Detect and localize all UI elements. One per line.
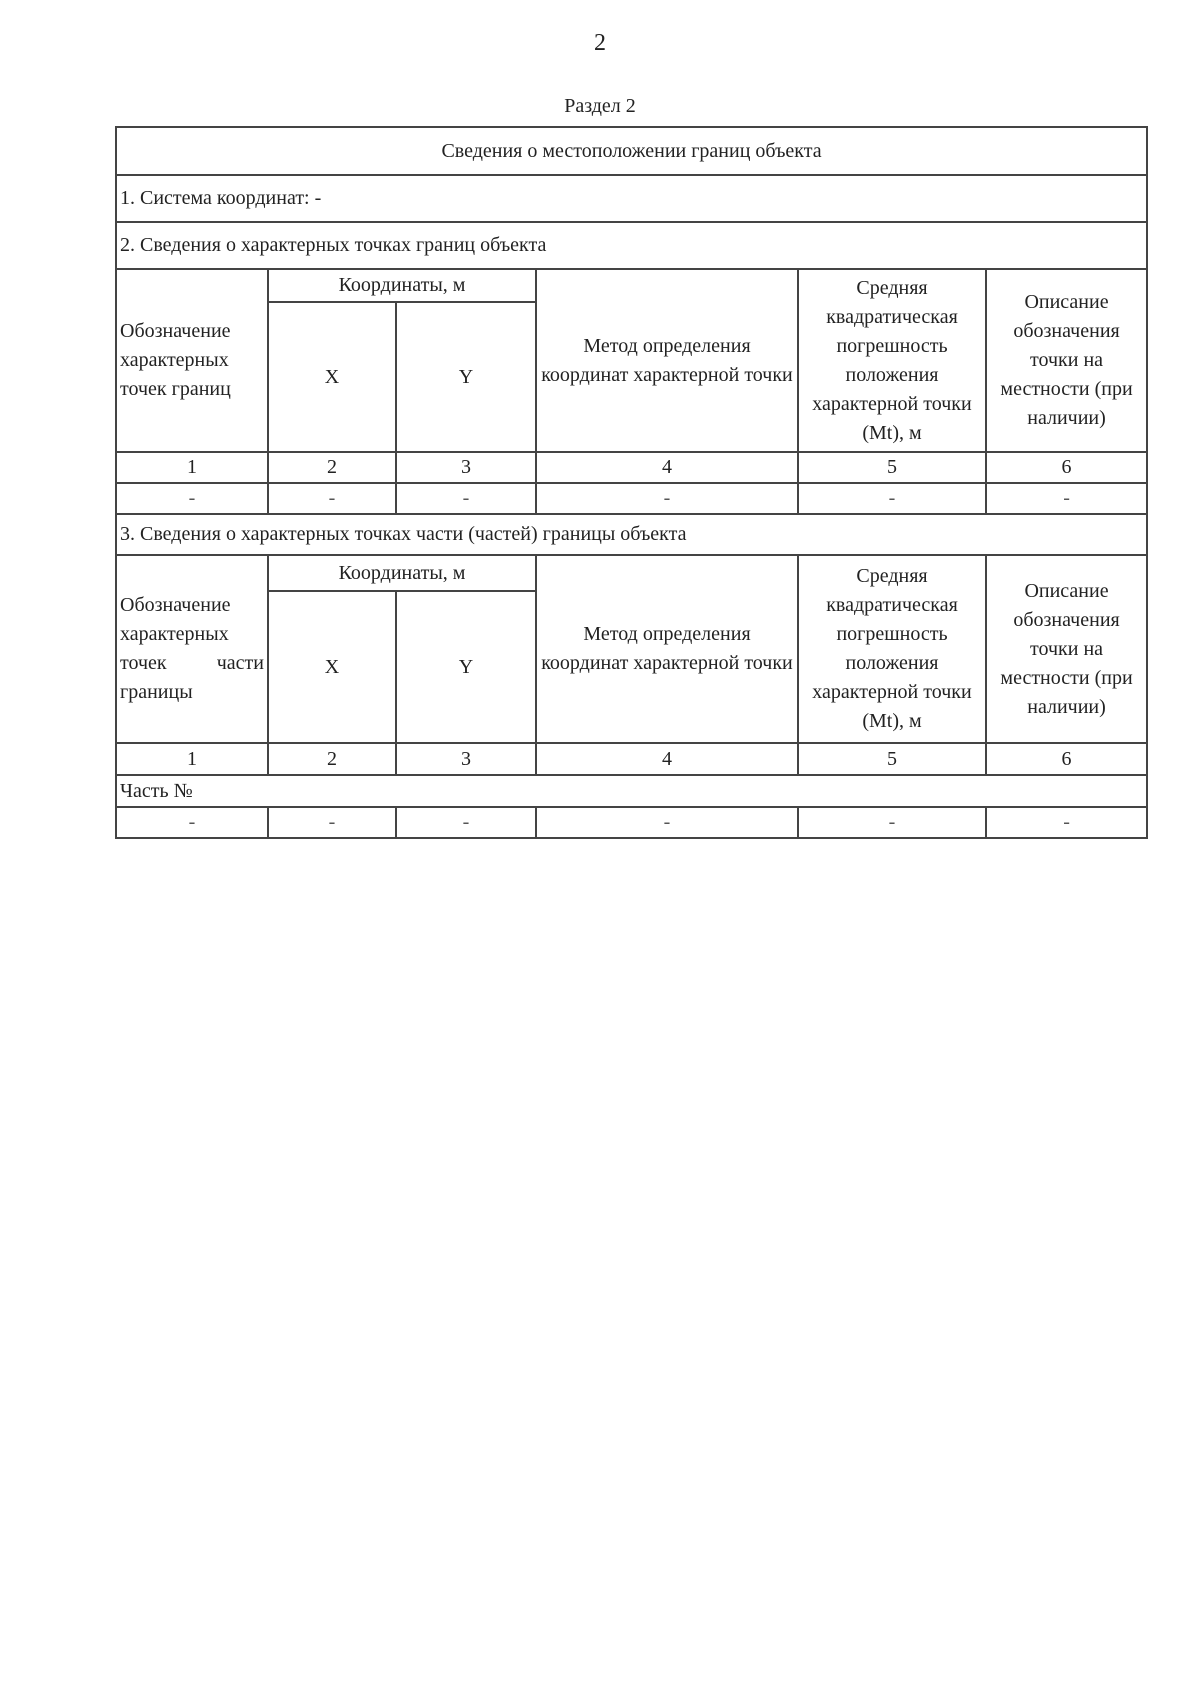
part3-col-designation (116, 555, 268, 743)
part2-num-1: 1 (116, 452, 268, 483)
part2-col-y: Y (396, 302, 536, 452)
part3-cell-5: - (798, 807, 986, 838)
part3-col-x: X (268, 591, 396, 743)
coord-system-row (116, 175, 1147, 222)
part2-cell-1: - (116, 483, 268, 514)
part2-heading: 2. Сведения о характерных точках границ объекта (116, 222, 1147, 269)
part2-num-4: 4 (536, 452, 798, 483)
part2-col-coords: Координаты, м (268, 269, 536, 302)
part2-col-description: Описание обозначения точки на местности (при наличии) (986, 269, 1147, 452)
part3-header-row-1 (116, 555, 1147, 591)
part2-data-row (116, 483, 1147, 514)
part3-col-method: Метод определения координат характерной точки (536, 555, 798, 743)
part3-numbers-row (116, 743, 1147, 775)
part3-part-label: Часть № (116, 775, 1147, 807)
part2-col-error: Средняя квадратическая погрешность положения характерной точки (Mt), м (798, 269, 986, 452)
part2-num-6: 6 (986, 452, 1147, 483)
part2-cell-4: - (536, 483, 798, 514)
part3-num-5: 5 (798, 743, 986, 775)
part2-num-5: 5 (798, 452, 986, 483)
part2-col-x: X (268, 302, 396, 452)
part3-num-3: 3 (396, 743, 536, 775)
part2-cell-5: - (798, 483, 986, 514)
part3-cell-4: - (536, 807, 798, 838)
part3-col-designation-line1: Обозначение характерных точек части (120, 594, 264, 674)
boundary-table (115, 126, 1148, 839)
part3-num-4: 4 (536, 743, 798, 775)
section-title: Раздел 2 (564, 95, 636, 117)
part3-data-row (116, 807, 1147, 838)
part2-header-row-1 (116, 269, 1147, 302)
part3-num-2: 2 (268, 743, 396, 775)
coord-system: 1. Система координат: - (116, 175, 1147, 222)
part3-num-6: 6 (986, 743, 1147, 775)
part3-heading: 3. Сведения о характерных точках части (частей) границы объекта (116, 514, 1147, 555)
part2-cell-3: - (396, 483, 536, 514)
part2-heading-row (116, 222, 1147, 269)
part3-cell-2: - (268, 807, 396, 838)
part3-cell-6: - (986, 807, 1147, 838)
part2-cell-2: - (268, 483, 396, 514)
part2-numbers-row (116, 452, 1147, 483)
part3-part-row (116, 775, 1147, 807)
part2-col-method: Метод определения координат характерной точки (536, 269, 798, 452)
part3-num-1: 1 (116, 743, 268, 775)
part3-cell-1: - (116, 807, 268, 838)
part3-col-error: Средняя квадратическая погрешность положения характерной точки (Mt), м (798, 555, 986, 743)
part3-col-description: Описание обозначения точки на местности (при наличии) (986, 555, 1147, 743)
part3-heading-row (116, 514, 1147, 555)
part2-col-designation: Обозначение характерных точек границ (116, 269, 268, 452)
part2-num-2: 2 (268, 452, 396, 483)
part3-col-designation-line2: границы (120, 681, 193, 703)
part3-col-coords: Координаты, м (268, 555, 536, 591)
table-title: Сведения о местоположении границ объекта (116, 127, 1147, 175)
page-number: 2 (594, 30, 606, 56)
part3-col-y: Y (396, 591, 536, 743)
part2-cell-6: - (986, 483, 1147, 514)
part3-cell-3: - (396, 807, 536, 838)
table-title-row (116, 127, 1147, 175)
part2-num-3: 3 (396, 452, 536, 483)
